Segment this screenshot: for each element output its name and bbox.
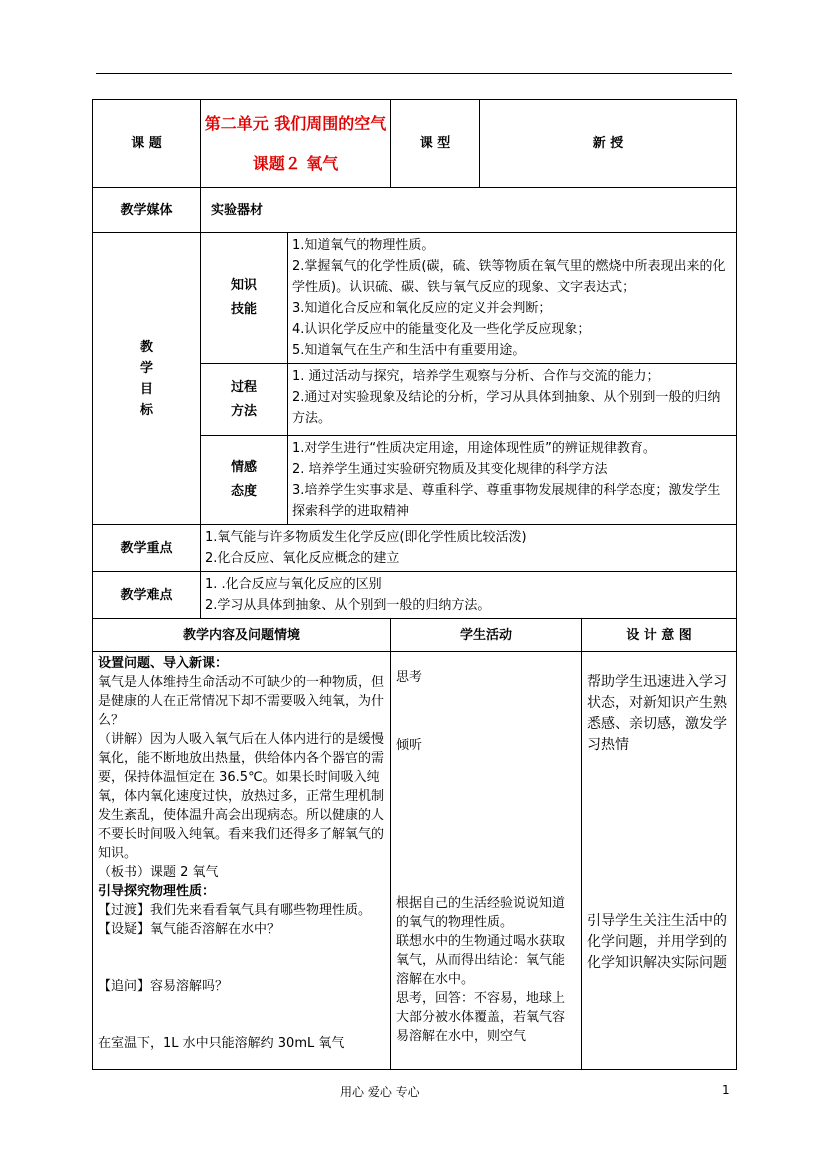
footer-motto: 用心 爱心 专心 bbox=[340, 1085, 420, 1099]
key-points-items bbox=[201, 525, 737, 572]
attitude-label-line: 态度 bbox=[230, 484, 257, 499]
section-heading: 设置问题、导入新课： bbox=[98, 656, 229, 671]
key-points-label: 教学重点 bbox=[93, 525, 201, 572]
lesson-title-cell bbox=[201, 100, 391, 188]
unit-title: 第二单元 我们周围的空气 bbox=[204, 113, 387, 133]
activity-item: 根据自己的生活经验说说知道的氧气的物理性质。 bbox=[396, 896, 566, 930]
list-item: 2.化合反应、氧化反应概念的建立 bbox=[205, 551, 400, 566]
intent-cell bbox=[582, 652, 737, 1070]
list-item: 1. 通过活动与探究，培养学生观察与分析、合作与交流的能力； bbox=[292, 369, 660, 384]
lesson-plan-table bbox=[92, 99, 737, 1070]
list-item: 2. 培养学生通过实验研究物质及其变化规律的科学方法 bbox=[292, 462, 608, 477]
content-paragraph: 在室温下，1L 水中只能溶解约 30mL 氧气 bbox=[98, 1036, 345, 1051]
attitude-label bbox=[201, 436, 288, 525]
list-item: 1.知道氧气的物理性质。 bbox=[292, 238, 435, 253]
list-item: 1. .化合反应与氧化反应的区别 bbox=[205, 577, 382, 592]
page-number: 1 bbox=[722, 1083, 730, 1097]
intent-header: 设 计 意 图 bbox=[582, 619, 737, 652]
type-value: 新 授 bbox=[480, 100, 737, 188]
process-label bbox=[201, 364, 288, 436]
lesson-label: 课 题 bbox=[93, 100, 201, 188]
topic-title: 课题２ 氧气 bbox=[252, 153, 339, 173]
knowledge-label-line: 技能 bbox=[230, 302, 257, 317]
content-paragraph: （讲解）因为人吸入氧气后在人体内进行的是缓慢氧化，能不断地放出热量，供给体内各个器官的需要，保持体温恒定在 36.5℃。如果长时间吸入纯氧，体内氧化速度过快，放热过多，正常生理机制发生紊乱，使体温升高会出现病态。所以健康的人不要长时间吸入纯氧。看来我们还得多了解氧气的知识。 bbox=[98, 732, 385, 861]
intent-item: 引导学生关注生活中的化学问题，并用学到的化学知识解决实际问题 bbox=[587, 913, 728, 971]
activity-item: 联想水中的生物通过喝水获取氧气，从而得出结论：氧气能溶解在水中。 bbox=[396, 934, 566, 987]
activity-item: 倾听 bbox=[396, 738, 423, 753]
goals-label bbox=[93, 233, 201, 525]
goals-label-char: 目 bbox=[139, 381, 153, 397]
content-cell bbox=[93, 652, 391, 1070]
list-item: 5.知道氧气在生产和生活中有重要用途。 bbox=[292, 343, 526, 358]
body-row bbox=[93, 652, 737, 1070]
section-heading: 引导探究物理性质： bbox=[98, 884, 216, 899]
content-paragraph: 【过渡】我们先来看看氧气具有哪些物理性质。 bbox=[98, 903, 372, 918]
content-header: 教学内容及问题情境 bbox=[93, 619, 391, 652]
content-paragraph: 【追问】容易溶解吗？ bbox=[98, 979, 229, 994]
list-item: 1.对学生进行“性质决定用途，用途体现性质”的辨证规律教育。 bbox=[292, 441, 656, 456]
attitude-items bbox=[288, 436, 737, 525]
goals-label-char: 教 bbox=[139, 339, 153, 355]
process-label-line: 方法 bbox=[230, 403, 257, 419]
content-paragraph: 氧气是人体维持生命活动不可缺少的一种物质，但是健康的人在正常情况下却不需要吸入纯氧，为什么？ bbox=[98, 675, 385, 728]
content-paragraph: 【设疑】氧气能否溶解在水中？ bbox=[98, 922, 281, 937]
difficult-points-label: 教学难点 bbox=[93, 572, 201, 619]
list-item: 2.学习从具体到抽象、从个别到一般的归纳方法。 bbox=[205, 598, 491, 613]
process-label-line: 过程 bbox=[230, 379, 257, 395]
list-item: 3.培养学生实事求是、尊重科学、尊重事物发展规律的科学态度；激发学生探索科学的进取精神 bbox=[292, 483, 721, 519]
goals-label-char: 学 bbox=[139, 360, 153, 376]
activity-header: 学生活动 bbox=[391, 619, 582, 652]
goals-knowledge-row bbox=[93, 233, 737, 364]
media-label: 教学媒体 bbox=[93, 188, 201, 233]
type-label: 课 型 bbox=[391, 100, 480, 188]
knowledge-label bbox=[201, 233, 288, 364]
key-points-row bbox=[93, 525, 737, 572]
column-header-row bbox=[93, 619, 737, 652]
difficult-points-items bbox=[201, 572, 737, 619]
activity-item: 思考，回答：不容易，地球上大部分被水体覆盖，若氧气容易溶解在水中，则空气 bbox=[396, 991, 566, 1044]
header-rule bbox=[96, 73, 732, 74]
knowledge-label-line: 知识 bbox=[230, 278, 257, 293]
list-item: 3.知道化合反应和氧化反应的定义并会判断； bbox=[292, 301, 552, 316]
activity-item: 思考 bbox=[396, 670, 423, 685]
list-item: 2.通过对实验现象及结论的分析，学习从具体到抽象、从个别到一般的归纳方法。 bbox=[292, 390, 721, 426]
process-items bbox=[288, 364, 737, 436]
difficult-points-row bbox=[93, 572, 737, 619]
media-row bbox=[93, 188, 737, 233]
knowledge-items bbox=[288, 233, 737, 364]
intent-item: 帮助学生迅速进入学习状态，对新知识产生熟悉感、亲切感，激发学习热情 bbox=[587, 674, 728, 753]
activity-cell bbox=[391, 652, 582, 1070]
list-item: 1.氧气能与许多物质发生化学反应(即化学性质比较活泼) bbox=[205, 530, 527, 545]
goals-label-char: 标 bbox=[139, 402, 153, 418]
attitude-label-line: 情感 bbox=[230, 460, 257, 475]
content-paragraph: （板书）课题 2 氧气 bbox=[98, 865, 219, 880]
list-item: 2.掌握氧气的化学性质(碳，硫、铁等物质在氧气里的燃烧中所表现出来的化学性质)。认识硫、碳、铁与氧气反应的现象、文字表达式； bbox=[292, 259, 726, 295]
media-value: 实验器材 bbox=[201, 188, 737, 233]
list-item: 4.认识化学反应中的能量变化及一些化学反应现象； bbox=[292, 322, 591, 337]
title-row bbox=[93, 100, 737, 188]
